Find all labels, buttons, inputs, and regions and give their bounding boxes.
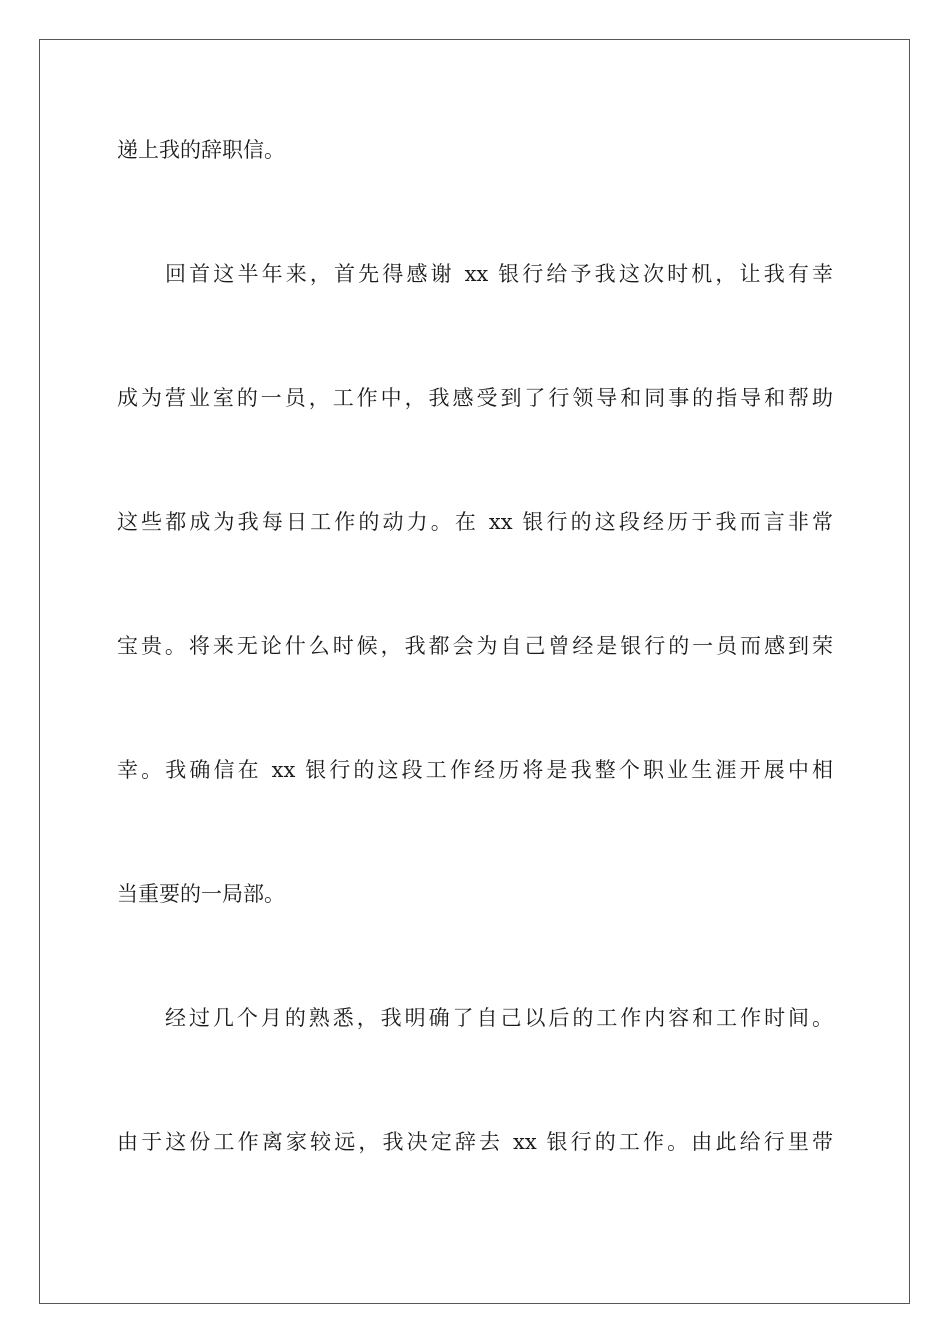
text-line-8: 经过几个月的熟悉，我明确了自己以后的工作内容和工作时间。 [165, 1006, 833, 1030]
page-border [39, 39, 910, 1304]
text-line-5: 宝贵。将来无论什么时候，我都会为自己曾经是银行的一员而感到荣 [117, 634, 833, 658]
text-line-2: 回首这半年来，首先得感谢 xx 银行给予我这次时机，让我有幸 [165, 262, 833, 286]
text-line-1: 递上我的辞职信。 [117, 138, 285, 162]
text-line-4: 这些都成为我每日工作的动力。在 xx 银行的这段经历于我而言非常 [117, 510, 833, 534]
text-line-6: 幸。我确信在 xx 银行的这段工作经历将是我整个职业生涯开展中相 [117, 758, 833, 782]
text-line-9: 由于这份工作离家较远，我决定辞去 xx 银行的工作。由此给行里带 [117, 1130, 833, 1154]
text-line-3: 成为营业室的一员，工作中，我感受到了行领导和同事的指导和帮助 [117, 386, 833, 410]
text-line-7: 当重要的一局部。 [117, 882, 285, 906]
